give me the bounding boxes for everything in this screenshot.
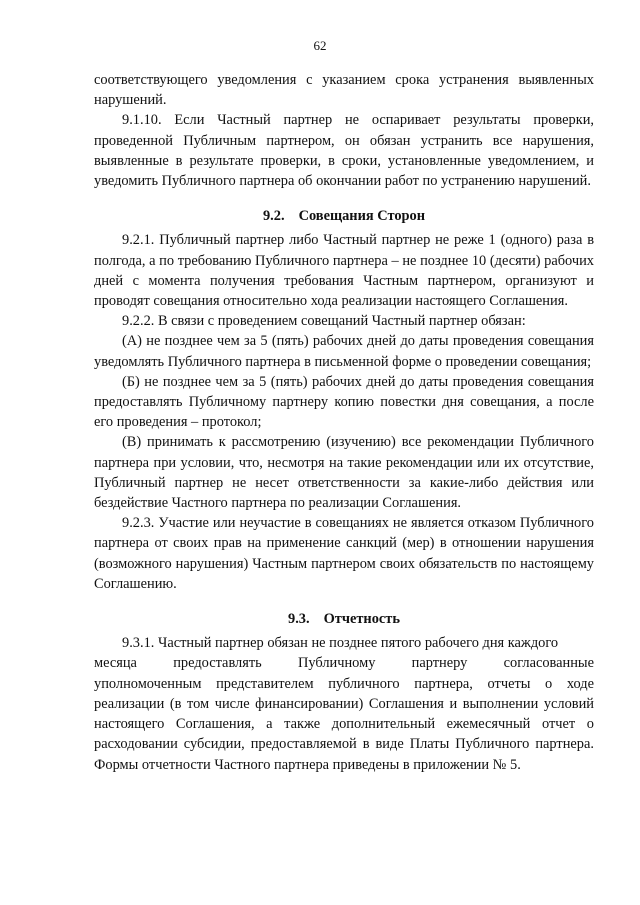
list-item-b: (Б) не позднее чем за 5 (пять) рабочих дней до даты проведения совещания предоставлять Публичному партнеру копию повестки дня совещания, а после его проведения – протокол; (94, 373, 594, 431)
list-item-a: (А) не позднее чем за 5 (пять) рабочих дней до даты проведения совещания уведомлять Публичного партнера в письменной форме о проведении совещания; (94, 333, 594, 370)
paragraph-continuation: соответствующего уведомления с указанием срока устранения выявленных нарушений. (94, 72, 594, 109)
section-title: Совещания Сторон (298, 208, 426, 225)
paragraph-9-2-3: 9.2.3. Участие или неучастие в совещаниях не является отказом Публичного партнера от своих прав на применение санкций (мер) в отношении нарушения (возможного нарушения) Частным партнером своих обязательств по настоящему Соглашению. (94, 515, 594, 592)
section-heading-9-2 (94, 206, 594, 226)
paragraph-9-2-1: 9.2.1. Публичный партнер либо Частный партнер не реже 1 (одного) раза в полгода, а по требованию Публичного партнера – не позднее 10 (десяти) рабочих дней с момента получения требования Частным партнером, организуют и проводят совещания относительно хода реализации настоящего Соглашения. (94, 232, 594, 310)
paragraph-9-1-10: 9.1.10. Если Частный партнер не оспаривает результаты проверки, проведенной Публичным партнером, он обязан устранить все нарушения, выявленные в результате проверки, в сроки, установленные уведомлением, и уведомить Публичного партнера об окончании работ по устранению нарушений. (94, 112, 594, 190)
paragraph-9-3-1-rest: уполномоченным представителем публичного партнера, отчеты о ходе реализации (в том числе финансировании) Соглашения и выполнении условий настоящего Соглашения, а также дополнительный ежемесячный отчет о расходовании субсидии, предоставляемой в виде Платы Публичного партнера. Формы отчетности Частного партнера приведены в приложении № 5. (94, 675, 594, 773)
section-title: Отчетность (323, 611, 400, 628)
paragraph-9-2-2: 9.2.2. В связи с проведением совещаний Частный партнер обязан: (122, 313, 526, 330)
paragraph-9-3-1-line-2: месяца предоставлять Публичному партнеру согласованные (94, 655, 594, 672)
section-heading-9-3 (94, 609, 594, 629)
page-number: 62 (313, 38, 327, 53)
section-number: 9.2. (262, 208, 285, 225)
list-item-v: (В) принимать к рассмотрению (изучению) все рекомендации Публичного партнера при условии, что, несмотря на такие рекомендации или их отсутствие, Публичный партнер не несет ответственности за какие-либо действия или бездействие Частного партнера по реализации Соглашения. (94, 434, 594, 512)
section-number: 9.3. (288, 611, 310, 628)
paragraph-9-3-1-line-1: 9.3.1. Частный партнер обязан не позднее пятого рабочего дня каждого (122, 635, 559, 652)
document-body (94, 70, 594, 775)
